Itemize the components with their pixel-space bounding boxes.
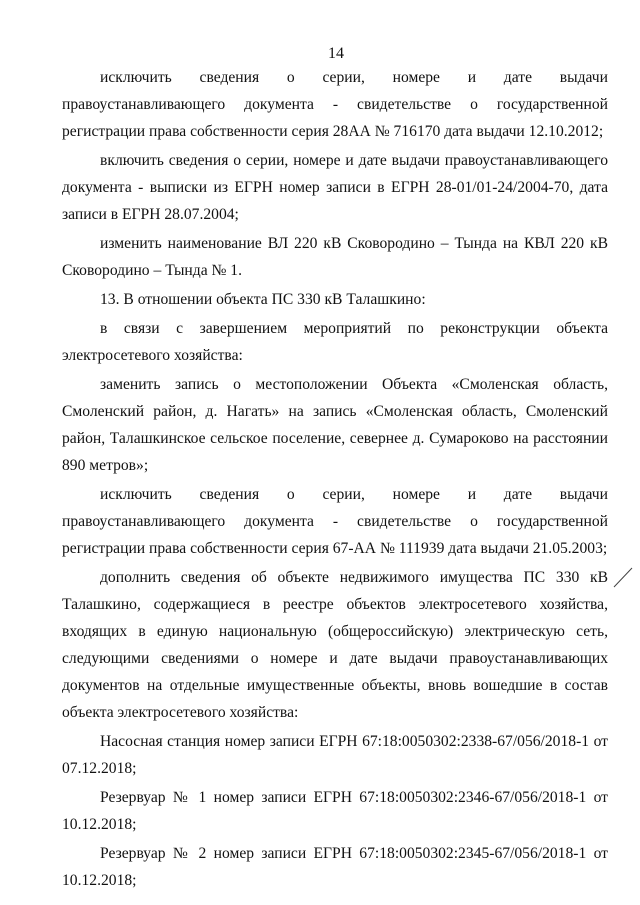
paragraph-reservoir-1: Резервуар № 1 номер записи ЕГРН 67:18:0050302:2346-67/056/2018-1 от 10.12.2018; [62, 789, 608, 833]
paragraph-replace-location: заменить запись о местоположении Объекта «Смоленская область, Смоленский район, д. Нагать» на запись «Смоленская область, Смоленский район, Талашкинское сельское поселение, севернее д. Сумароково на расстоянии 890 метров»; [62, 376, 608, 474]
scan-pen-mark-icon [612, 567, 634, 589]
paragraph-pump-station: Насосная станция номер записи ЕГРН 67:18:0050302:2338-67/056/2018-1 от 07.12.2018; [62, 733, 608, 777]
paragraph-exclude-certificate-28aa: исключить сведения о серии, номере и дате выдачи правоустанавливающего документа - свидетельстве о государственной регистрации права собственности серия 28АА № 716170 дата выдачи 12.10.2012; [62, 69, 608, 140]
paragraph-reservoir-2: Резервуар № 2 номер записи ЕГРН 67:18:0050302:2345-67/056/2018-1 от 10.12.2018; [62, 845, 608, 889]
page-number: 14 [328, 45, 344, 62]
paragraph-rename-line: изменить наименование ВЛ 220 кВ Сковородино – Тында на КВЛ 220 кВ Сковородино – Тында № 1. [62, 235, 608, 279]
paragraph-reconstruction: в связи с завершением мероприятий по реконструкции объекта электросетевого хозяйства: [62, 320, 608, 364]
paragraph-item-13-heading: 13. В отношении объекта ПС 330 кВ Талашкино: [100, 291, 426, 308]
paragraph-exclude-certificate-67aa: исключить сведения о серии, номере и дате выдачи правоустанавливающего документа - свидетельстве о государственной регистрации права собственности серия 67-АА № 111939 дата выдачи 21.05.2003; [62, 486, 608, 557]
document-body [62, 64, 608, 894]
paragraph-add-property-info: дополнить сведения об объекте недвижимого имущества ПС 330 кВ Талашкино, содержащиеся в реестре объектов электросетевого хозяйства, входящих в единую национальную (общероссийскую) электрическую сеть, следующими сведениями о номере и дате выдачи правоустанавливающих документов на отдельные имущественные объекты, вновь вошедшие в состав объекта электросетевого хозяйства: [62, 569, 608, 721]
paragraph-include-egrn-extract: включить сведения о серии, номере и дате выдачи правоустанавливающего документа - выписки из ЕГРН номер записи в ЕГРН 28-01/01-24/2004-70, дата записи в ЕГРН 28.07.2004; [62, 152, 608, 223]
